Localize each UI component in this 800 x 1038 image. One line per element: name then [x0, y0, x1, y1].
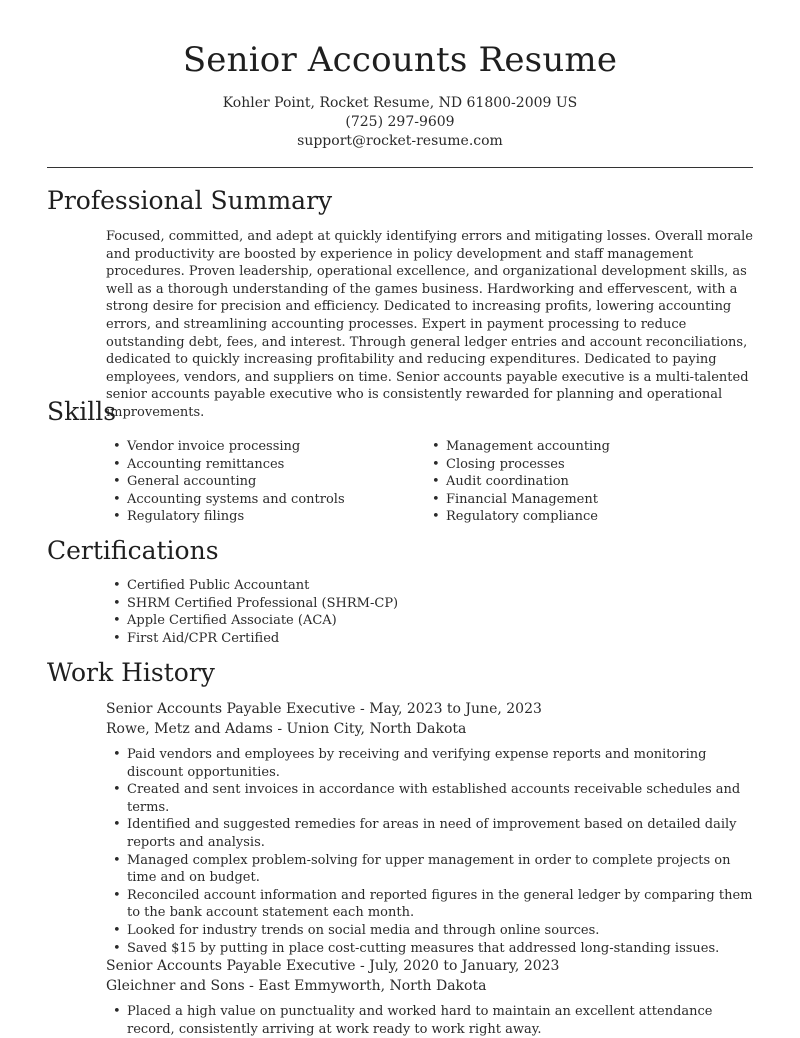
job-bullets	[106, 746, 754, 957]
job-bullet: • Created and sent invoices in accordance with established accounts receivable schedules and terms.	[106, 781, 754, 816]
job-bullet: • Identified and suggested remedies for areas in need of improvement based on detailed daily reports and analysis.	[106, 816, 754, 851]
job-company-location: Rowe, Metz and Adams - Union City, North Dakota	[106, 720, 467, 737]
section-heading-skills: Skills	[47, 397, 117, 426]
skill-item: • Accounting remittances	[106, 456, 406, 474]
skill-item: • Vendor invoice processing	[106, 438, 406, 456]
job-entry	[106, 957, 754, 1038]
job-title-dates: Senior Accounts Payable Executive - July, 2020 to January, 2023	[106, 958, 560, 974]
job-bullet: • Paid vendors and employees by receiving and verifying expense reports and monitoring discount opportunities.	[106, 746, 754, 781]
skills-list-left	[106, 438, 406, 526]
section-heading-work-history: Work History	[47, 658, 215, 687]
skill-item: • Regulatory compliance	[425, 508, 745, 526]
skills-list-right	[425, 438, 745, 526]
skill-item: • Accounting systems and controls	[106, 491, 406, 509]
skill-item: • Audit coordination	[425, 473, 745, 491]
job-bullets	[106, 1003, 754, 1038]
certification-item: • SHRM Certified Professional (SHRM-CP)	[106, 595, 746, 613]
job-bullet: • Managed complex problem-solving for upper management in order to complete projects on time and on budget.	[106, 852, 754, 887]
certification-item: • Apple Certified Associate (ACA)	[106, 612, 746, 630]
section-heading-summary: Professional Summary	[47, 186, 333, 215]
section-heading-certifications: Certifications	[47, 536, 219, 565]
summary-text: Focused, committed, and adept at quickly identifying errors and mitigating losses. Overall morale and productivity are boosted by experience in policy development and staff management procedures. Proven leadership, operational excellence, and organizational development skills, as well as a thorough understanding of the games business. Hardworking and effervescent, with a strong desire for precision and efficiency. Dedicated to increasing profits, lowering accounting errors, and streamlining accounting processes. Expert in payment processing to reduce outstanding debt, fees, and interest. Through general ledger entries and account reconciliations, dedicated to quickly increasing profitability and reducing expenditures. Dedicated to paying employees, vendors, and suppliers on time. Senior accounts payable executive is a multi-talented senior accounts payable executive who is consistently rewarded for planning and operational improvements.	[106, 229, 753, 420]
job-bullet: • Reconciled account information and reported figures in the general ledger by comparing them to the bank account statement each month.	[106, 887, 754, 922]
skill-item: • General accounting	[106, 473, 406, 491]
skill-item: • Regulatory filings	[106, 508, 406, 526]
job-title-dates: Senior Accounts Payable Executive - May, 2023 to June, 2023	[106, 701, 542, 717]
job-bullet: • Looked for industry trends on social media and through online sources.	[106, 922, 754, 940]
certifications-list	[106, 577, 746, 647]
job-company-location: Gleichner and Sons - East Emmyworth, North Dakota	[106, 977, 487, 994]
job-bullet: • Saved $15 by putting in place cost-cutting measures that addressed long-standing issues.	[106, 940, 754, 958]
certification-item: • First Aid/CPR Certified	[106, 630, 746, 648]
job-bullet: • Placed a high value on punctuality and worked hard to maintain an excellent attendance record, consistently arriving at work ready to work right away.	[106, 1003, 754, 1038]
skill-item: • Management accounting	[425, 438, 745, 456]
contact-address: Kohler Point, Rocket Resume, ND 61800-2009 US	[222, 95, 578, 111]
contact-phone: (725) 297-9609	[345, 114, 455, 130]
header-divider	[47, 167, 753, 168]
job-entry	[106, 700, 754, 957]
contact-email: support@rocket-resume.com	[297, 133, 503, 149]
certification-item: • Certified Public Accountant	[106, 577, 746, 595]
skill-item: • Closing processes	[425, 456, 745, 474]
skill-item: • Financial Management	[425, 491, 745, 509]
resume-title: Senior Accounts Resume	[182, 40, 618, 80]
